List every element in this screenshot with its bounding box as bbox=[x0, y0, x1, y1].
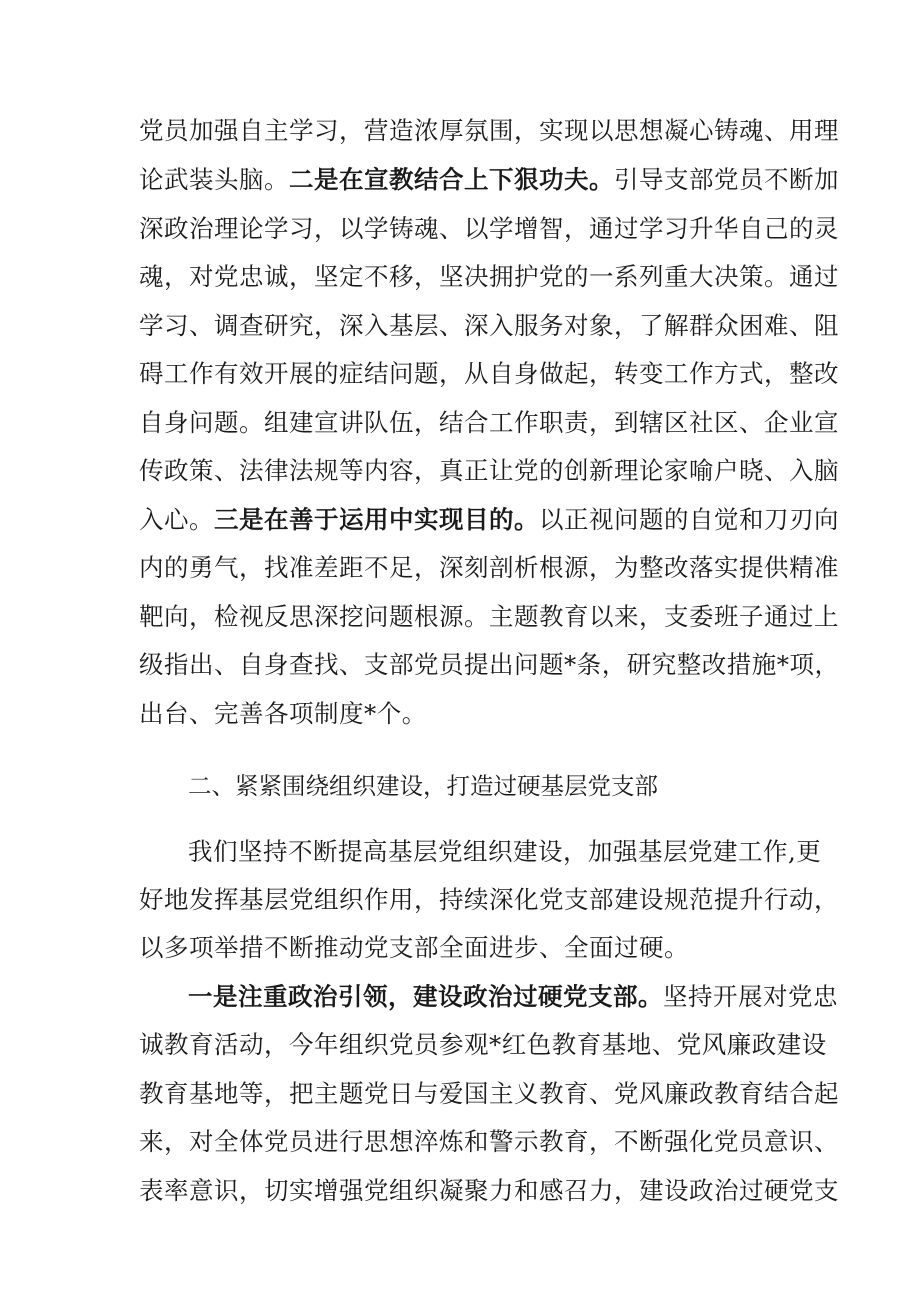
paragraph-line: 深政治理论学习，以学铸魂、以学增智，通过学习升华自己的灵 bbox=[139, 214, 839, 243]
paragraph-line: 论武装头脑。二是在宣教结合上下狠功夫。引导支部党员不断加 bbox=[139, 165, 839, 194]
paragraph-line: 教育基地等，把主题党日与爱国主义教育、党风廉政教育结合起 bbox=[139, 1079, 839, 1108]
paragraph-line: 学习、调查研究，深入基层、深入服务对象，了解群众困难、阻 bbox=[139, 311, 839, 340]
paragraph-line: 碍工作有效开展的症结问题，从自身做起，转变工作方式，整改 bbox=[139, 359, 839, 388]
paragraph-line: 好地发挥基层党组织作用，持续深化党支部建设规范提升行动， bbox=[139, 885, 839, 914]
paragraph-line: 传政策、法律法规等内容，真正让党的创新理论家喻户晓、入脑 bbox=[139, 456, 839, 485]
bold-lead-phrase: 一是注重政治引领，建设政治过硬党支部。 bbox=[188, 982, 663, 1011]
bold-lead-phrase: 二是在宣教结合上下狠功夫。 bbox=[289, 165, 614, 194]
paragraph-line: 级指出、自身查找、支部党员提出问题*条，研究整改措施*项， bbox=[139, 650, 840, 679]
paragraph-line: 内的勇气，找准差距不足，深刻剖析根源，为整改落实提供精准 bbox=[139, 553, 839, 582]
paragraph-line: 诚教育活动，今年组织党员参观*红色教育基地、党风廉政建设 bbox=[139, 1030, 827, 1059]
paragraph-line: 一是注重政治引领，建设政治过硬党支部。坚持开展对党忠 bbox=[188, 982, 838, 1011]
paragraph-line: 表率意识，切实增强党组织凝聚力和感召力，建设政治过硬党支 bbox=[139, 1176, 839, 1205]
paragraph-line: 入心。三是在善于运用中实现目的。以正视问题的自觉和刀刃向 bbox=[139, 505, 839, 534]
paragraph-line: 出台、完善各项制度*个。 bbox=[139, 699, 427, 728]
bold-lead-phrase: 三是在善于运用中实现目的。 bbox=[214, 505, 539, 534]
paragraph-line: 我们坚持不断提高基层党组织建设，加强基层党建工作,更 bbox=[188, 837, 822, 866]
paragraph-line: 来，对全体党员进行思想淬炼和警示教育，不断强化党员意识、 bbox=[139, 1127, 839, 1156]
paragraph-line: 靶向，检视反思深挖问题根源。主题教育以来，支委班子通过上 bbox=[139, 602, 839, 631]
paragraph-line: 魂，对党忠诚，坚定不移，坚决拥护党的一系列重大决策。通过 bbox=[139, 262, 839, 291]
paragraph-line: 党员加强自主学习，营造浓厚氛围，实现以思想凝心铸魂、用理 bbox=[139, 116, 839, 145]
section-heading: 二、紧紧围绕组织建设，打造过硬基层党支部 bbox=[188, 772, 658, 800]
paragraph-line: 自身问题。组建宣讲队伍，结合工作职责，到辖区社区、企业宣 bbox=[139, 408, 839, 437]
paragraph-line: 以多项举措不断推动党支部全面进步、全面过硬。 bbox=[139, 933, 689, 962]
